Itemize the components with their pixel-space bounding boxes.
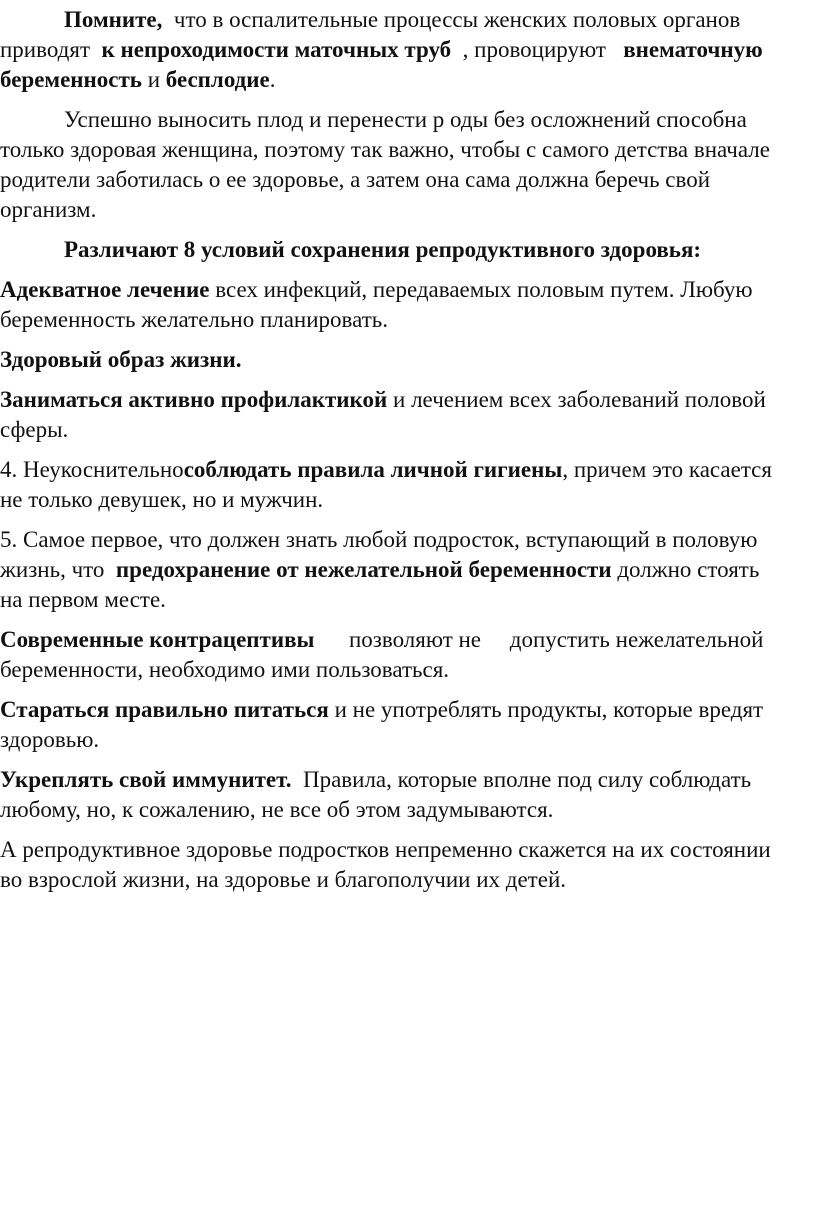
paragraph-2-line-1: Успешно выносить плод и перенести р оды без осложнений способна — [64, 107, 747, 132]
condition-2-line-1: Здоровый образ жизни. — [0, 347, 242, 372]
condition-5-line-3: на первом месте. — [0, 587, 166, 612]
bold-term: Заниматься активно профилактикой — [0, 387, 388, 412]
text-span: , причем это касается — [562, 457, 772, 482]
bold-term: внематочную — [623, 37, 763, 62]
paragraph-1-line-3 — [0, 64, 276, 96]
text-span: , провоцируют — [462, 37, 606, 62]
condition-8-line-2: любому, но, к сожалению, не все об этом задумываются. — [0, 797, 554, 822]
paragraph-1-line-1 — [64, 4, 740, 36]
paragraph-2-line-2: только здоровая женщина, поэтому так важно, чтобы с самого детства вначале — [0, 137, 770, 162]
bold-term: к непроходимости маточных труб — [101, 37, 452, 62]
text-span: и не употреблять продукты, которые вредят — [334, 697, 764, 722]
bold-term: Современные контрацептивы — [0, 627, 315, 652]
condition-3-line-1 — [0, 384, 766, 416]
bold-term: Стараться правильно питаться — [0, 697, 329, 722]
section-heading: Различают 8 условий сохранения репродуктивного здоровья: — [64, 237, 702, 262]
condition-6-line-1 — [0, 624, 763, 656]
condition-4-line-1 — [0, 454, 772, 486]
paragraph-2-line-3: родители заботилась о ее здоровье, а затем она сама должна беречь свой — [0, 167, 711, 192]
condition-3-line-2: сферы. — [0, 417, 69, 442]
text-span: и — [147, 67, 161, 92]
text-span: жизнь, что — [0, 557, 105, 582]
paragraph-1-line-2 — [0, 34, 763, 66]
condition-1-line-1 — [0, 274, 753, 306]
bold-term: беременность — [0, 67, 142, 92]
text-span: приводят — [0, 37, 90, 62]
bold-term: Укреплять свой иммунитет. — [0, 767, 292, 792]
text-span: что в оспалительные процессы женских половых органов — [173, 7, 741, 32]
text-span: 4. Неукоснительно — [0, 457, 184, 482]
condition-8-line-1 — [0, 764, 751, 796]
text-span: позволяют не допустить нежелательной — [348, 627, 764, 652]
text-span: всех инфекций, передаваемых половым путем. Любую — [215, 277, 753, 302]
condition-1-line-2: беременность желательно планировать. — [0, 307, 389, 332]
condition-6-line-2: беременности, необходимо ими пользоваться. — [0, 657, 450, 682]
paragraph-2-line-4: организм. — [0, 197, 97, 222]
bold-term: Помните, — [64, 7, 163, 32]
condition-5-line-1: 5. Самое первое, что должен знать любой подросток, вступающий в половую — [0, 527, 758, 552]
bold-term: предохранение от нежелательной беременности — [115, 557, 612, 582]
bold-term: соблюдать правила личной гигиены — [183, 457, 563, 482]
condition-4-line-2: не только девушек, но и мужчин. — [0, 487, 324, 512]
bold-term: Адекватное лечение — [0, 277, 210, 302]
condition-7-line-2: здоровью. — [0, 727, 100, 752]
bold-term: бесплодие — [165, 67, 270, 92]
closing-line-1: А репродуктивное здоровье подростков непременно скажется на их состоянии — [0, 837, 771, 862]
condition-5-line-2 — [0, 554, 759, 586]
text-span: . — [269, 67, 276, 92]
condition-7-line-1 — [0, 694, 763, 726]
closing-line-2: во взрослой жизни, на здоровье и благополучии их детей. — [0, 867, 567, 892]
text-span: должно стоять — [617, 557, 760, 582]
text-span: и лечением всех заболеваний половой — [393, 387, 766, 412]
text-span: Правила, которые вполне под силу соблюдать — [302, 767, 752, 792]
